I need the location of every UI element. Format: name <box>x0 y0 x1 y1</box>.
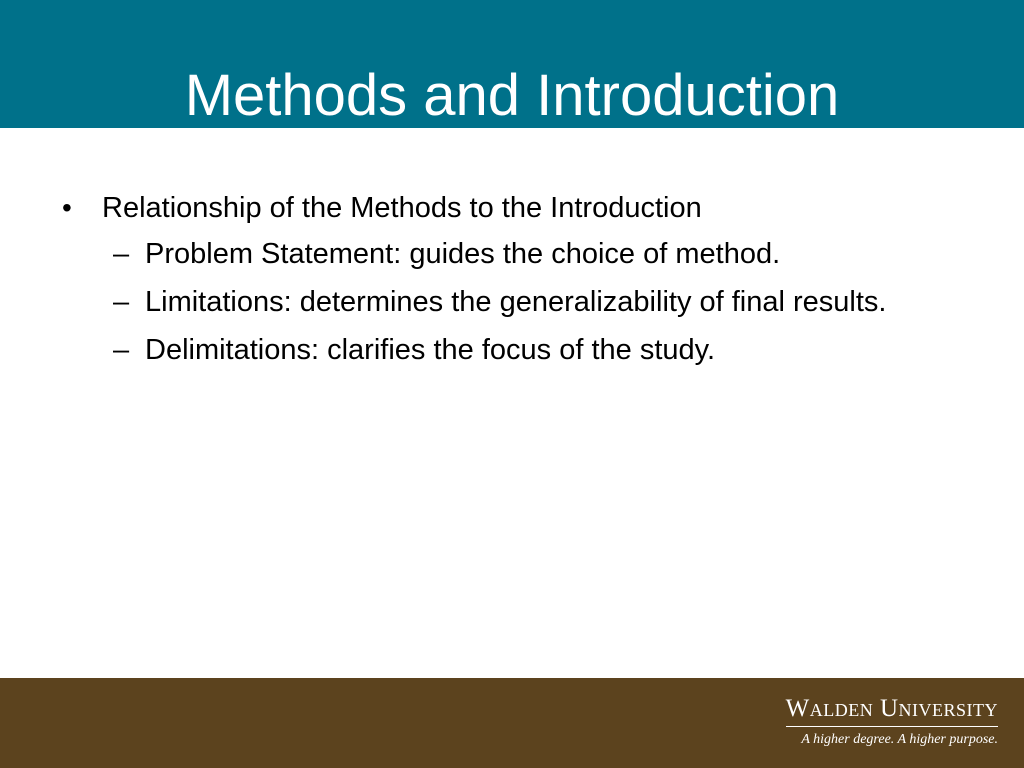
sub-bullet-item <box>0 328 1024 372</box>
bullet-item <box>0 184 1024 232</box>
slide-content <box>0 184 1024 376</box>
slide-title: Methods and Introduction <box>184 63 840 128</box>
dash-marker: – <box>113 286 130 318</box>
bullet-text: Relationship of the Methods to the Introduction <box>102 192 702 224</box>
sub-bullet-item <box>0 280 1024 324</box>
walden-university-logo <box>786 694 998 751</box>
logo-name: Walden University <box>786 694 998 727</box>
sub-bullet-text: Problem Statement: guides the choice of method. <box>145 238 781 270</box>
footer-band <box>0 678 1024 768</box>
logo-tagline: A higher degree. A higher purpose. <box>801 732 998 747</box>
sub-bullet-text: Delimitations: clarifies the focus of the study. <box>145 334 716 366</box>
dash-marker: – <box>113 238 130 270</box>
dash-marker: – <box>113 334 130 366</box>
sub-bullet-text: Limitations: determines the generalizability of final results. <box>145 286 887 318</box>
sub-bullet-item <box>0 232 1024 276</box>
bullet-marker: • <box>62 192 72 223</box>
